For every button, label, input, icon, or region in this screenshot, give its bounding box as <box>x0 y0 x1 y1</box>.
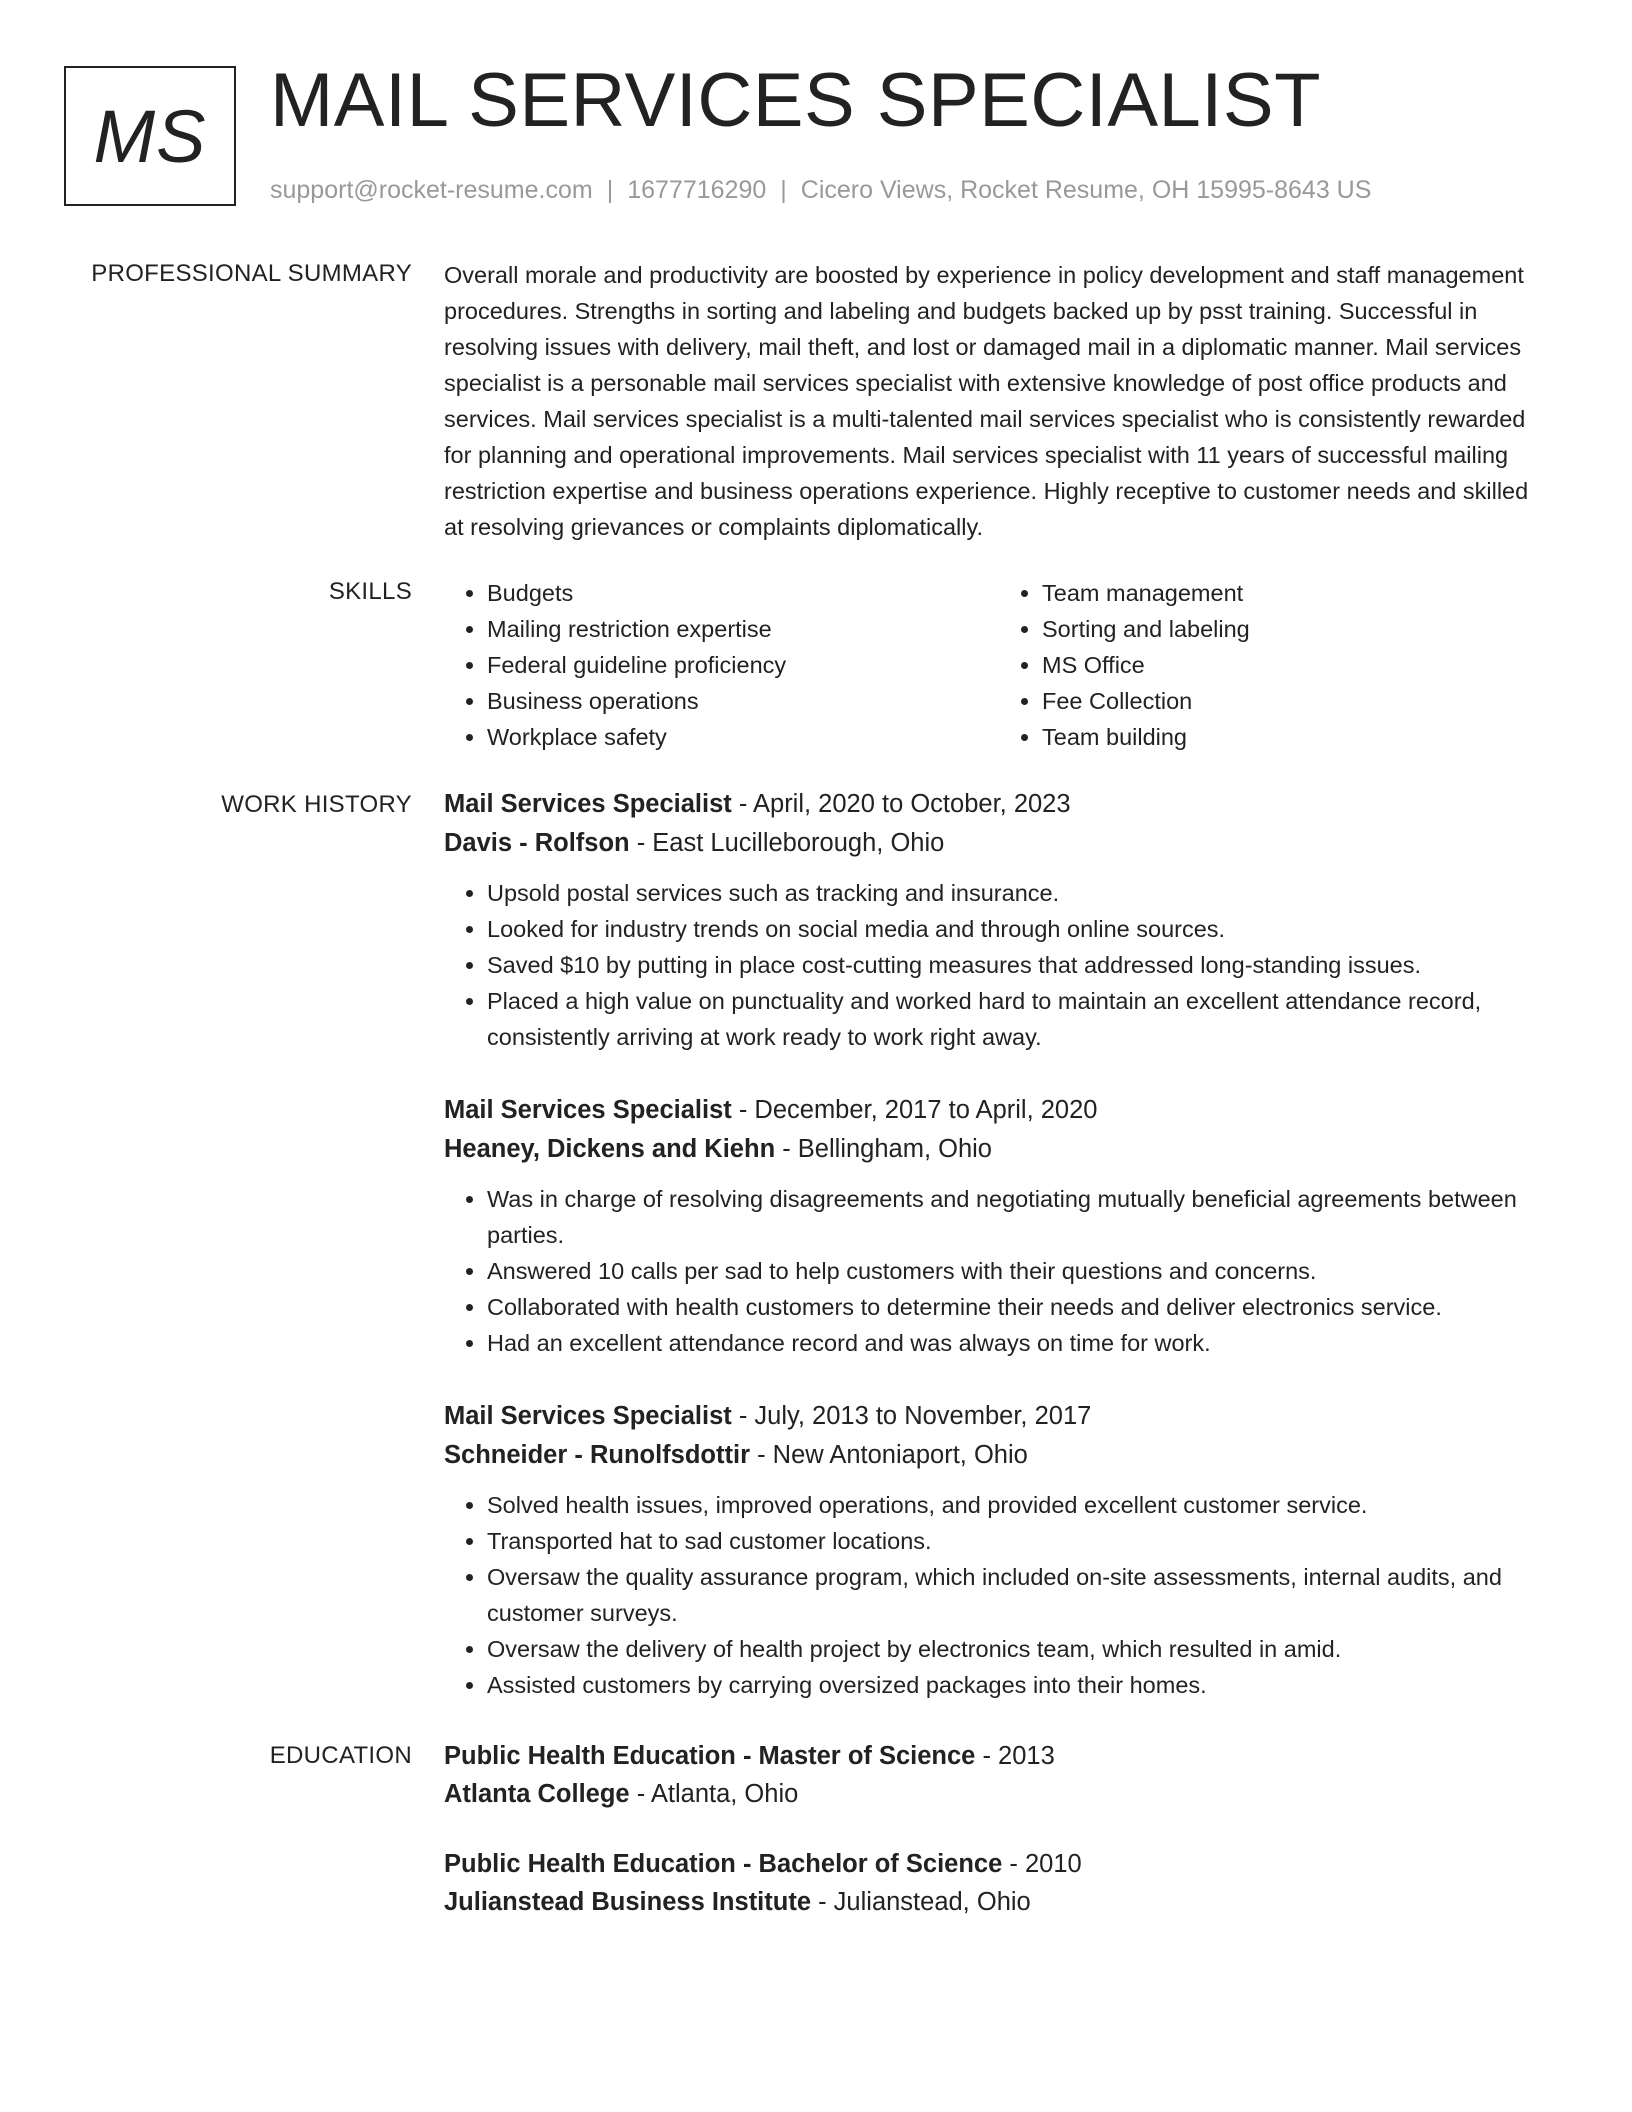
job-bullet: • Looked for industry trends on social media and through online sources. <box>487 911 1554 947</box>
education-degree: Public Health Education - Master of Science <box>444 1742 976 1770</box>
skill-item: • Workplace safety <box>487 719 999 755</box>
job-entry <box>444 1091 1554 1361</box>
job-employer: Schneider - Runolfsdottir <box>444 1441 750 1469</box>
job-bullet: • Oversaw the delivery of health project by electronics team, which resulted in amid. <box>487 1631 1554 1667</box>
job-location: - East Lucilleborough, Ohio <box>629 829 945 857</box>
job-bullet: • Upsold postal services such as tracking and insurance. <box>487 875 1554 911</box>
skill-item: • Team building <box>1042 719 1554 755</box>
job-location: - Bellingham, Ohio <box>775 1135 992 1163</box>
job-dates: - July, 2013 to November, 2017 <box>731 1402 1092 1430</box>
job-dates: - December, 2017 to April, 2020 <box>731 1096 1098 1124</box>
job-title-line <box>444 1397 1554 1436</box>
job-bullet: • Saved $10 by putting in place cost-cutting measures that addressed long-standing issues. <box>487 947 1554 983</box>
job-employer: Davis - Rolfson <box>444 829 630 857</box>
job-bullet: • Transported hat to sad customer locations. <box>487 1523 1554 1559</box>
skills-grid <box>444 575 1554 755</box>
monogram-initials: MS <box>93 94 207 178</box>
contact-phone: 1677716290 <box>627 176 767 204</box>
job-bullet: • Solved health issues, improved operations, and provided excellent customer service. <box>487 1487 1554 1523</box>
candidate-name: MAIL SERVICES SPECIALIST <box>270 58 1322 143</box>
job-bullet: • Assisted customers by carrying oversized packages into their homes. <box>487 1667 1554 1703</box>
education-entry <box>444 1845 1554 1921</box>
education-heading: EDUCATION <box>269 1742 412 1769</box>
education-school: Atlanta College <box>444 1780 630 1808</box>
skills-heading: SKILLS <box>328 578 412 605</box>
contact-separator: | <box>780 176 787 204</box>
skill-item: • Mailing restriction expertise <box>487 611 999 647</box>
job-employer-line <box>444 824 1554 863</box>
skill-item: • MS Office <box>1042 647 1554 683</box>
contact-email: support@rocket-resume.com <box>270 176 593 204</box>
job-title-line <box>444 1091 1554 1130</box>
work-history-heading: WORK HISTORY <box>221 791 412 818</box>
summary-text: Overall morale and productivity are boosted by experience in policy development and staff management procedures. Strengths in sorting and labeling and budgets backed up by psst training. Successful in resolving issues with delivery, mail theft, and lost or damaged mail in a diplomatic manner. Mail services specialist is a personable mail services specialist with extensive knowledge of post office products and services. Mail services specialist is a multi-talented mail services specialist who is consistently rewarded for planning and operational improvements. Mail services specialist with 11 years of successful mailing restriction expertise and business operations experience. Highly receptive to customer needs and skilled at resolving grievances or complaints diplomatically. <box>444 262 1529 540</box>
skill-item: • Sorting and labeling <box>1042 611 1554 647</box>
job-bullet: • Oversaw the quality assurance program, which included on-site assessments, internal audits, and customer surveys. <box>487 1559 1554 1631</box>
job-entry <box>444 1397 1554 1703</box>
job-entry <box>444 785 1554 1055</box>
job-bullets <box>444 1487 1554 1703</box>
skills-list-right <box>999 575 1554 755</box>
education-degree-line <box>444 1845 1554 1883</box>
education-year: - 2010 <box>1002 1850 1082 1878</box>
summary-body <box>444 257 1554 545</box>
skill-item: • Federal guideline proficiency <box>487 647 999 683</box>
job-bullet: • Answered 10 calls per sad to help customers with their questions and concerns. <box>487 1253 1554 1289</box>
job-bullets <box>444 1181 1554 1361</box>
contact-line <box>270 173 1371 207</box>
education-school-line <box>444 1883 1554 1921</box>
education-degree: Public Health Education - Bachelor of Science <box>444 1850 1003 1878</box>
job-title: Mail Services Specialist <box>444 1096 732 1124</box>
job-title: Mail Services Specialist <box>444 1402 732 1430</box>
job-title: Mail Services Specialist <box>444 790 732 818</box>
job-bullet: • Collaborated with health customers to determine their needs and deliver electronics service. <box>487 1289 1554 1325</box>
education-location: - Julianstead, Ohio <box>811 1888 1031 1916</box>
job-bullet: • Was in charge of resolving disagreements and negotiating mutually beneficial agreements between parties. <box>487 1181 1554 1253</box>
job-employer-line <box>444 1436 1554 1475</box>
education-year: - 2013 <box>975 1742 1055 1770</box>
education-school: Julianstead Business Institute <box>444 1888 812 1916</box>
summary-heading: PROFESSIONAL SUMMARY <box>91 260 412 287</box>
job-employer-line <box>444 1130 1554 1169</box>
job-bullets <box>444 875 1554 1055</box>
skill-item: • Business operations <box>487 683 999 719</box>
job-title-line <box>444 785 1554 824</box>
education-body <box>444 1737 1554 1953</box>
work-history-body <box>444 785 1554 1739</box>
skill-item: • Budgets <box>487 575 999 611</box>
contact-separator: | <box>606 176 614 204</box>
skill-item: • Fee Collection <box>1042 683 1554 719</box>
job-location: - New Antoniaport, Ohio <box>750 1441 1028 1469</box>
job-bullet: • Had an excellent attendance record and was always on time for work. <box>487 1325 1554 1361</box>
skills-list-left <box>444 575 999 755</box>
education-entry <box>444 1737 1554 1813</box>
education-degree-line <box>444 1737 1554 1775</box>
job-dates: - April, 2020 to October, 2023 <box>731 790 1071 818</box>
monogram-box <box>64 66 236 206</box>
skill-item: • Team management <box>1042 575 1554 611</box>
contact-address: Cicero Views, Rocket Resume, OH 15995-8643 US <box>800 176 1372 204</box>
education-school-line <box>444 1775 1554 1813</box>
skills-body <box>444 575 1554 755</box>
education-location: - Atlanta, Ohio <box>629 1780 799 1808</box>
job-employer: Heaney, Dickens and Kiehn <box>444 1135 776 1163</box>
job-bullet: • Placed a high value on punctuality and worked hard to maintain an excellent attendance record, consistently arriving at work ready to work right away. <box>487 983 1554 1055</box>
